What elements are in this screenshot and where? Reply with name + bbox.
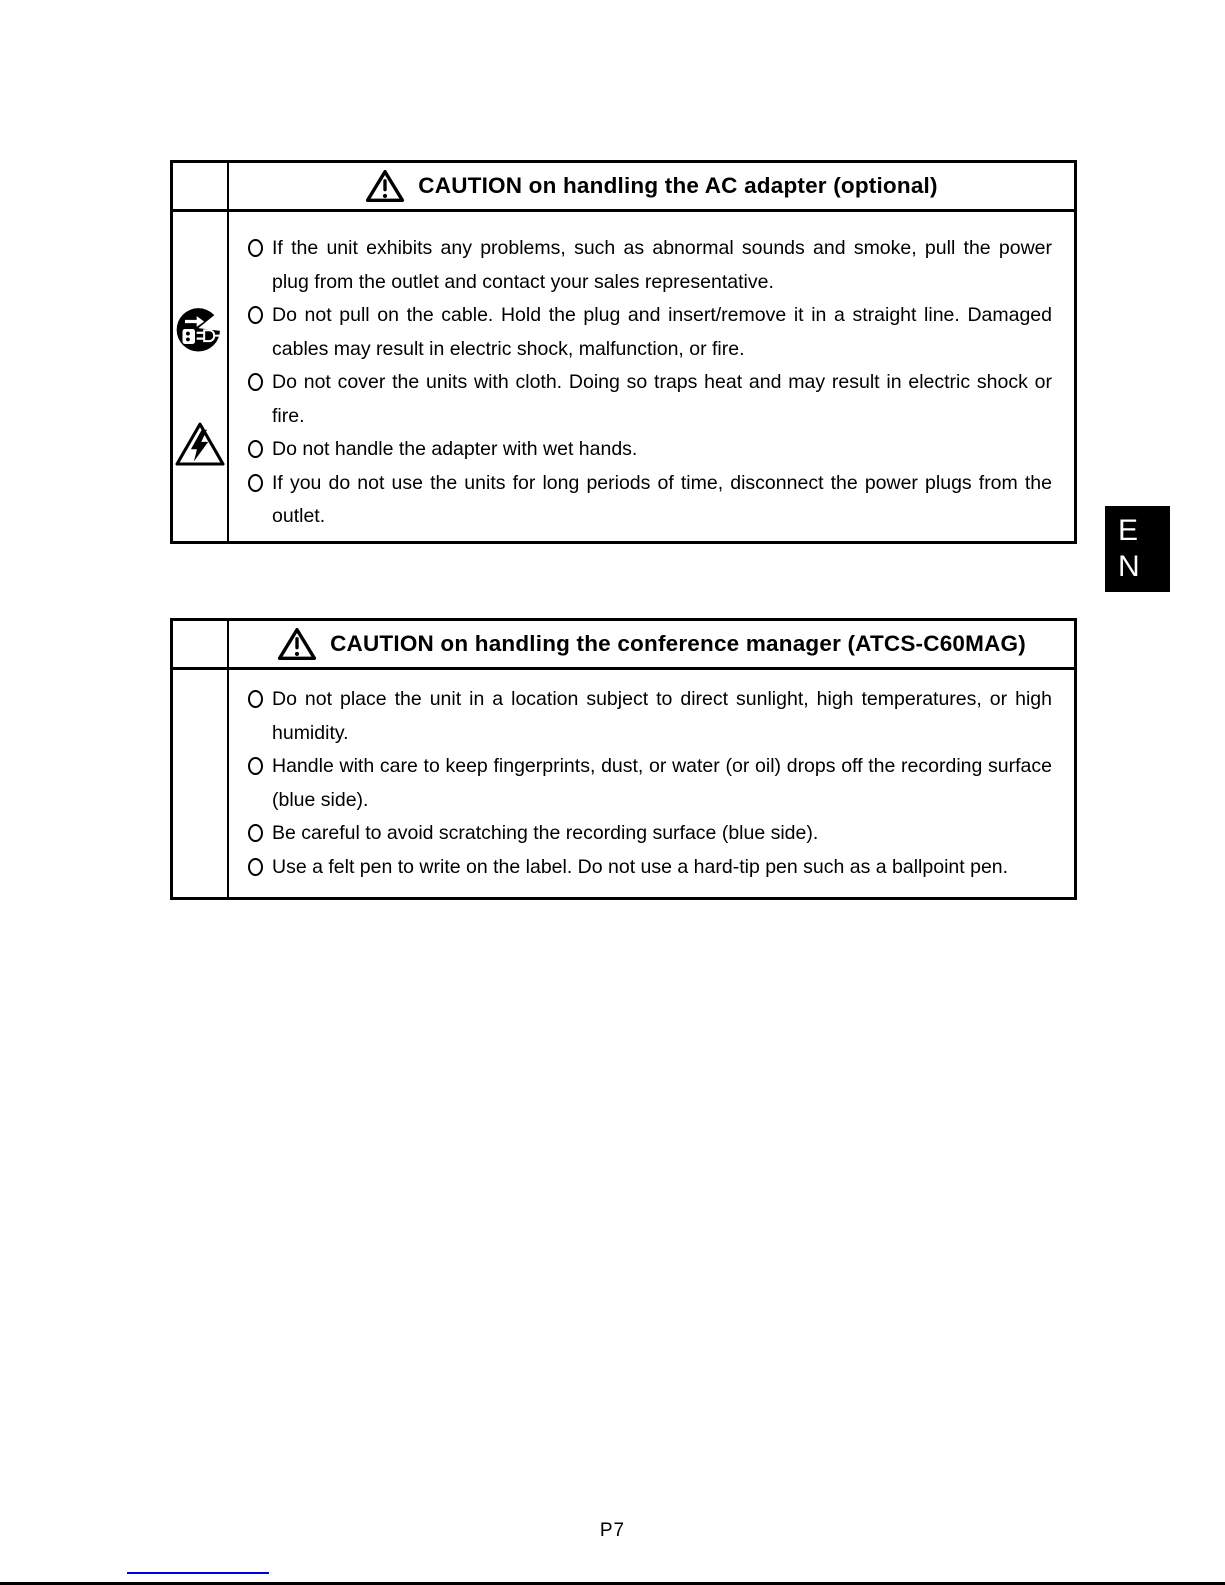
warning-triangle-icon <box>365 168 405 204</box>
circle-bullet-icon <box>248 373 263 391</box>
circle-bullet-icon <box>248 306 263 324</box>
page-number: P7 <box>599 1520 626 1541</box>
en-tab-letter-n: N <box>1118 550 1140 583</box>
circle-bullet-icon <box>248 440 263 458</box>
caution-cm-item: Use a felt pen to write on the label. Do not use a hard-tip pen such as a ballpoint pen. <box>248 851 1052 885</box>
electric-shock-warning-icon <box>174 420 226 469</box>
caution-cm-title: CAUTION on handling the conference manager (ATCS-C60MAG) <box>330 631 1026 656</box>
caution-cm-item: Do not place the unit in a location subject to direct sunlight, high temperatures, or high humidity. <box>248 683 1052 750</box>
caution-cm-body <box>173 670 1074 897</box>
circle-bullet-icon <box>248 239 263 257</box>
circle-bullet-icon <box>248 690 263 708</box>
language-tab-en <box>1105 506 1170 592</box>
caution-box-conference-manager <box>170 618 1077 900</box>
circle-bullet-icon <box>248 824 263 842</box>
caution-ac-item: If you do not use the units for long periods of time, disconnect the power plugs from the outlet. <box>248 467 1052 534</box>
caution-cm-item: Be careful to avoid scratching the recording surface (blue side). <box>248 817 1052 851</box>
en-tab-letter-e: E <box>1118 514 1139 547</box>
caution-ac-body <box>173 212 1074 541</box>
caution-ac-title: CAUTION on handling the AC adapter (optional) <box>418 173 938 198</box>
caution-ac-item: Do not handle the adapter with wet hands. <box>248 433 1052 467</box>
caution-ac-item: Do not cover the units with cloth. Doing so traps heat and may result in electric shock or fire. <box>248 366 1052 433</box>
unplug-power-icon <box>175 304 225 354</box>
header-corner-cell <box>173 163 229 209</box>
header-corner-cell <box>173 621 229 667</box>
caution-cm-title-row <box>229 626 1074 662</box>
warning-triangle-icon <box>277 626 317 662</box>
footer-link-underline[interactable] <box>127 1572 269 1574</box>
caution-cm-item: Handle with care to keep fingerprints, dust, or water (or oil) drops off the recording surface (blue side). <box>248 750 1052 817</box>
caution-cm-icon-column <box>173 670 229 897</box>
caution-box-cm-header <box>173 621 1074 670</box>
caution-ac-item: If the unit exhibits any problems, such as abnormal sounds and smoke, pull the power plug from the outlet and contact your sales representative. <box>248 232 1052 299</box>
caution-ac-text <box>229 212 1074 541</box>
caution-box-ac-header <box>173 163 1074 212</box>
caution-box-ac-adapter <box>170 160 1077 544</box>
caution-cm-text <box>229 670 1074 897</box>
circle-bullet-icon <box>248 757 263 775</box>
caution-ac-title-row <box>229 168 1074 204</box>
circle-bullet-icon <box>248 474 263 492</box>
circle-bullet-icon <box>248 858 263 876</box>
caution-ac-icon-column <box>173 212 229 541</box>
caution-ac-item: Do not pull on the cable. Hold the plug and insert/remove it in a straight line. Damaged cables may result in electric shock, malfunction, or fire. <box>248 299 1052 366</box>
